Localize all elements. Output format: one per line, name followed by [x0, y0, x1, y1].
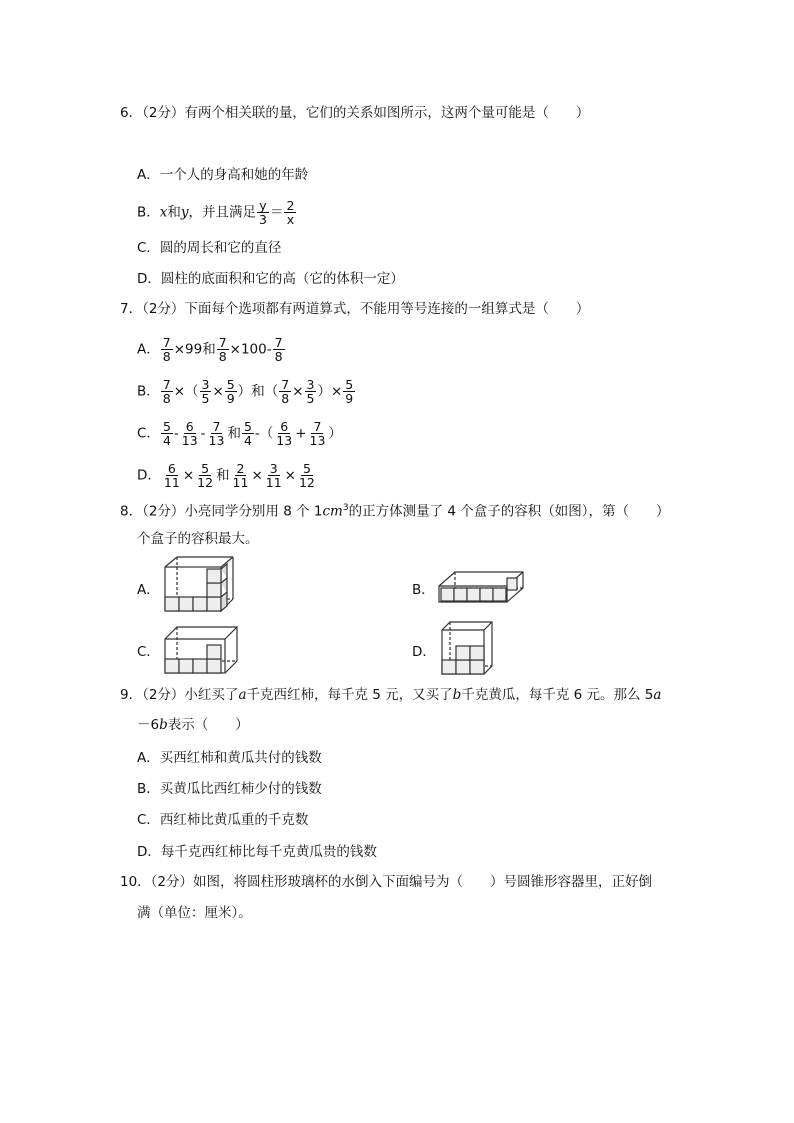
fraction: $\frac{7}{8}$ — [162, 377, 171, 406]
var-y: y — [180, 204, 189, 221]
q8-stem-line2: 个盒子的容积最大。 — [137, 531, 259, 547]
text: ×（ — [173, 383, 199, 400]
var-a: a — [238, 687, 247, 703]
fraction: $\frac{2}{11}$ — [232, 461, 249, 490]
text: -（ — [254, 425, 274, 442]
option-label: D． — [137, 467, 161, 484]
q10-stem-line2: 满（单位：厘米）。 — [137, 905, 252, 921]
q6-option-d: D．圆柱的底面积和它的高（它的体积一定） — [137, 271, 404, 287]
text: －6 — [137, 717, 160, 733]
q6-option-a: A．一个人的身高和她的年龄 — [137, 167, 309, 183]
q8-stem — [120, 499, 670, 521]
text: 8．（2分）小亮同学分别用 8 个 1 — [120, 503, 323, 520]
text: - — [173, 425, 179, 442]
q7-option-a — [137, 336, 286, 363]
text: 的正方体测量了 4 个盒子的容积（如图），第（ ） — [348, 503, 670, 520]
fraction: $\frac{5}{9}$ — [345, 377, 354, 406]
superscript: 3 — [342, 503, 349, 513]
text: × — [212, 383, 224, 400]
fraction: $\frac{7}{8}$ — [274, 335, 283, 364]
fraction: $\frac{6}{13}$ — [276, 419, 293, 448]
fraction: $\frac{5}{12}$ — [197, 461, 214, 490]
option-label: A． — [137, 341, 160, 358]
option-label: C． — [137, 425, 160, 442]
text: ）和（ — [237, 383, 279, 400]
q7-option-d — [137, 462, 318, 489]
fraction: $\frac{7}{13}$ — [208, 419, 225, 448]
text: 千克西红柿，每千克 5 元，又买了 — [246, 687, 453, 703]
q8-label-c: C． — [137, 644, 160, 660]
option-label: B． — [137, 204, 160, 221]
q9-option-c: C．西红柿比黄瓜重的千克数 — [137, 812, 309, 828]
fraction: $\frac{7}{8}$ — [218, 335, 227, 364]
unit: cm — [322, 503, 343, 520]
fraction: $\frac{7}{8}$ — [162, 335, 171, 364]
fraction: $\frac{6}{11}$ — [163, 461, 180, 490]
text: 9．（2分）小红买了 — [120, 687, 239, 703]
q7-option-b — [137, 378, 356, 405]
text: ×99和 — [173, 341, 216, 358]
fraction: $\frac{7}{8}$ — [281, 377, 290, 406]
text: × — [292, 383, 304, 400]
text: × — [182, 467, 195, 484]
q7-option-c — [137, 420, 342, 447]
text: ×100- — [229, 341, 272, 358]
box-figure-a — [163, 555, 235, 613]
text: ）× — [317, 383, 343, 400]
equals: ＝ — [269, 204, 284, 221]
q8-label-a: A． — [137, 582, 160, 598]
text: + — [295, 425, 307, 442]
text: 和 — [167, 204, 181, 221]
fraction: $\frac{6}{13}$ — [181, 419, 198, 448]
q6-option-b — [137, 199, 297, 226]
box-figure-c — [163, 625, 239, 675]
q8-label-d: D． — [412, 644, 436, 660]
text: × — [251, 467, 263, 484]
fraction: $\frac{5}{9}$ — [226, 377, 235, 406]
q9-stem-line2 — [137, 716, 249, 734]
var-b: b — [452, 687, 462, 703]
fraction: $\frac{7}{13}$ — [309, 419, 326, 448]
q10-stem: 10．（2分）如图，将圆柱形玻璃杯的水倒入下面编号为（ ）号圆锥形容器里，正好倒 — [120, 874, 653, 890]
fraction: $\frac{2}{x}$ — [286, 198, 295, 227]
text: ） — [328, 425, 342, 442]
fraction: $\frac{5}{4}$ — [243, 419, 252, 448]
var-b: b — [159, 717, 168, 733]
text: 千克黄瓜，每千克 6 元。那么 5 — [461, 687, 654, 703]
q7-stem: 7．（2分）下面每个选项都有两道算式，不能用等号连接的一组算式是（ ） — [120, 301, 590, 317]
option-label: B． — [137, 383, 160, 400]
text: - — [200, 425, 206, 442]
q6-option-c: C．圆的周长和它的直径 — [137, 240, 282, 256]
q9-option-d: D．每千克西红柿比每千克黄瓜贵的钱数 — [137, 844, 377, 860]
q9-stem — [120, 686, 661, 704]
q8-label-b: B． — [412, 582, 435, 598]
q9-option-b: B．买黄瓜比西红柿少付的钱数 — [137, 781, 322, 797]
fraction: $\frac{3}{5}$ — [306, 377, 315, 406]
text: 和 — [227, 425, 241, 442]
q6-stem: 6．（2分）有两个相关联的量，它们的关系如图所示，这两个量可能是（ ） — [120, 105, 590, 121]
fraction: $\frac{3}{5}$ — [201, 377, 210, 406]
text: 表示（ ） — [167, 717, 249, 733]
fraction: $\frac{5}{4}$ — [162, 419, 171, 448]
text: 和 — [216, 467, 230, 484]
var-a: a — [653, 687, 662, 703]
var-x: x — [159, 204, 168, 221]
fraction: $\frac{y}{3}$ — [259, 198, 267, 227]
box-figure-b — [437, 566, 525, 606]
fraction: $\frac{3}{11}$ — [265, 461, 282, 490]
text: ，并且满足 — [188, 204, 257, 221]
text: × — [284, 467, 296, 484]
fraction: $\frac{5}{12}$ — [298, 461, 315, 490]
box-figure-d — [440, 620, 494, 676]
q9-option-a: A．买西红柿和黄瓜共付的钱数 — [137, 750, 322, 766]
